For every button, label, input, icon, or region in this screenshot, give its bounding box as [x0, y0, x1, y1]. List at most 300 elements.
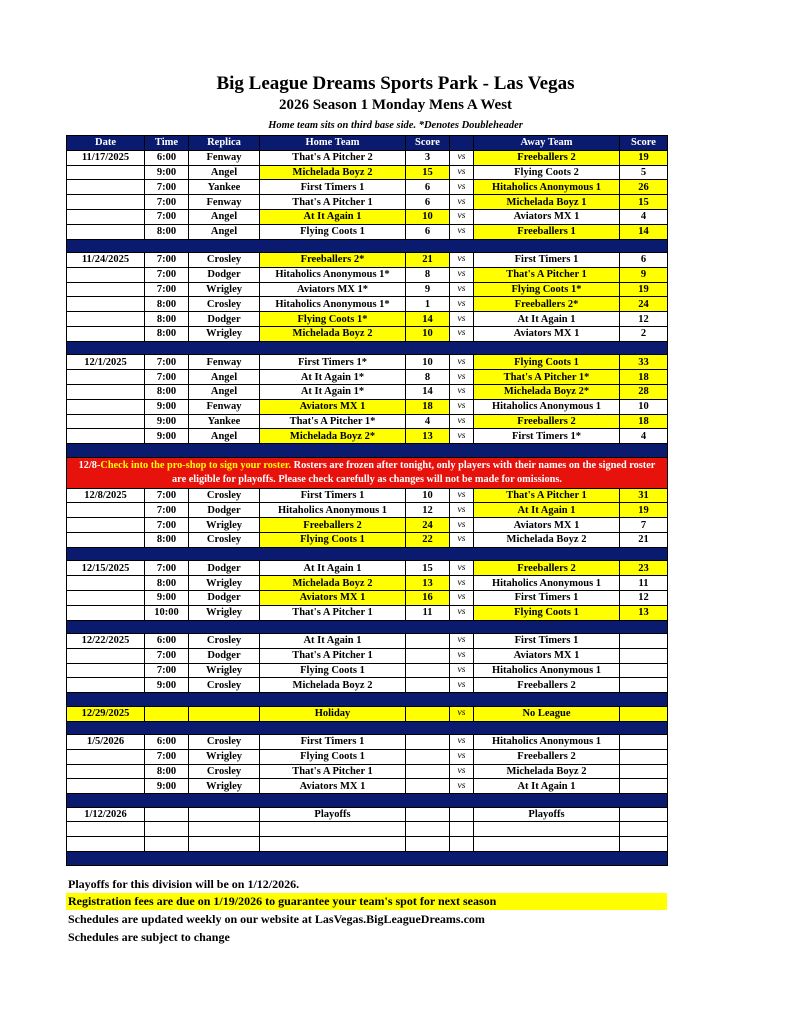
away-score: [620, 678, 668, 693]
game-row: [67, 634, 668, 649]
home-score: 13: [406, 429, 450, 444]
away-score: 2: [620, 327, 668, 342]
vs-label: vs: [450, 576, 474, 591]
home-team: Michelada Boyz 2: [260, 327, 406, 342]
header-time: Time: [145, 136, 189, 151]
game-time: 7:00: [145, 648, 189, 663]
game-time: 7:00: [145, 253, 189, 268]
game-replica: Angel: [189, 370, 260, 385]
game-date: [67, 224, 145, 239]
vs-label: vs: [450, 209, 474, 224]
away-team: At It Again 1: [474, 312, 620, 327]
game-date: 12/8/2025: [67, 488, 145, 503]
home-team: At It Again 1: [260, 561, 406, 576]
game-row: [67, 561, 668, 576]
vs-label: vs: [450, 503, 474, 518]
home-score: [406, 764, 450, 779]
home-score: 22: [406, 533, 450, 548]
vs-label: vs: [450, 165, 474, 180]
game-date: [67, 399, 145, 414]
game-time: 7:00: [145, 267, 189, 282]
home-team: Flying Coots 1*: [260, 312, 406, 327]
vs-label: vs: [450, 605, 474, 620]
vs-label: vs: [450, 253, 474, 268]
game-date: [67, 503, 145, 518]
vs-label: vs: [450, 749, 474, 764]
game-row: [67, 779, 668, 794]
vs-label: [450, 807, 474, 822]
game-row: [67, 648, 668, 663]
game-time: 8:00: [145, 312, 189, 327]
away-team: Flying Coots 1*: [474, 282, 620, 297]
week-separator: [67, 547, 668, 561]
vs-label: vs: [450, 735, 474, 750]
vs-label: vs: [450, 429, 474, 444]
game-time: 7:00: [145, 370, 189, 385]
vs-label: vs: [450, 370, 474, 385]
game-date: [67, 749, 145, 764]
game-replica: [189, 837, 260, 852]
game-time: [145, 706, 189, 721]
home-team: Freeballers 2*: [260, 253, 406, 268]
game-row: [67, 180, 668, 195]
game-time: 6:00: [145, 634, 189, 649]
game-date: 11/24/2025: [67, 253, 145, 268]
game-row: [67, 749, 668, 764]
vs-label: vs: [450, 399, 474, 414]
home-score: 8: [406, 267, 450, 282]
playoffs-note: Playoffs for this division will be on 1/12/2026.: [68, 877, 300, 891]
home-score: 10: [406, 488, 450, 503]
week-separator: [67, 721, 668, 735]
game-row: [67, 503, 668, 518]
home-score: 6: [406, 224, 450, 239]
game-replica: Yankee: [189, 180, 260, 195]
vs-label: vs: [450, 195, 474, 210]
game-date: [67, 327, 145, 342]
game-time: 8:00: [145, 327, 189, 342]
game-date: [67, 678, 145, 693]
away-score: [620, 648, 668, 663]
away-team: Hitaholics Anonymous 1: [474, 663, 620, 678]
separator-bar: [67, 341, 668, 355]
home-team: Michelada Boyz 2: [260, 165, 406, 180]
vs-label: vs: [450, 414, 474, 429]
home-score: [406, 749, 450, 764]
vs-label: vs: [450, 297, 474, 312]
home-team: That's A Pitcher 1: [260, 605, 406, 620]
away-score: 9: [620, 267, 668, 282]
home-team: First Timers 1: [260, 180, 406, 195]
away-team: Hitaholics Anonymous 1: [474, 735, 620, 750]
game-replica: Wrigley: [189, 749, 260, 764]
away-team: Aviators MX 1: [474, 209, 620, 224]
home-team: At It Again 1: [260, 209, 406, 224]
home-score: 1: [406, 297, 450, 312]
game-time: [145, 807, 189, 822]
notice-highlight: Check into the pro-shop to sign your roster.: [100, 459, 292, 471]
game-time: [145, 837, 189, 852]
home-score: 10: [406, 327, 450, 342]
game-date: [67, 195, 145, 210]
game-time: 7:00: [145, 209, 189, 224]
home-score: [406, 779, 450, 794]
away-team: Michelada Boyz 2: [474, 764, 620, 779]
schedule-table: [66, 135, 668, 866]
home-score: 13: [406, 576, 450, 591]
division-subtitle: 2026 Season 1 Monday Mens A West: [278, 97, 513, 113]
game-row: [67, 209, 668, 224]
away-score: 18: [620, 414, 668, 429]
home-score: 4: [406, 414, 450, 429]
week-separator: [67, 239, 668, 253]
vs-label: vs: [450, 267, 474, 282]
header-away-team: Away Team: [474, 136, 620, 151]
away-team: First Timers 1: [474, 253, 620, 268]
game-row: [67, 706, 668, 721]
game-replica: Angel: [189, 224, 260, 239]
separator-bar: [67, 852, 668, 866]
game-replica: Crosley: [189, 253, 260, 268]
away-team: Freeballers 2: [474, 678, 620, 693]
away-score: 19: [620, 150, 668, 165]
away-score: 31: [620, 488, 668, 503]
home-team: Playoffs: [260, 807, 406, 822]
game-time: 7:00: [145, 663, 189, 678]
away-score: 15: [620, 195, 668, 210]
away-score: [620, 663, 668, 678]
game-row: [67, 764, 668, 779]
game-row: [67, 414, 668, 429]
game-replica: Angel: [189, 209, 260, 224]
game-replica: Crosley: [189, 297, 260, 312]
game-date: 11/17/2025: [67, 150, 145, 165]
change-note: Schedules are subject to change: [68, 930, 230, 944]
away-team: Flying Coots 2: [474, 165, 620, 180]
week-separator: [67, 693, 668, 707]
away-score: [620, 706, 668, 721]
game-row: [67, 576, 668, 591]
away-team: First Timers 1*: [474, 429, 620, 444]
away-score: 14: [620, 224, 668, 239]
game-row: [67, 590, 668, 605]
game-date: [67, 663, 145, 678]
home-score: 15: [406, 561, 450, 576]
game-replica: Yankee: [189, 414, 260, 429]
game-time: 10:00: [145, 605, 189, 620]
game-row: [67, 678, 668, 693]
home-score: 18: [406, 399, 450, 414]
away-score: 18: [620, 370, 668, 385]
game-time: 9:00: [145, 414, 189, 429]
game-date: [67, 576, 145, 591]
game-row: [67, 312, 668, 327]
home-team: Flying Coots 1: [260, 749, 406, 764]
away-team: Freeballers 2: [474, 561, 620, 576]
game-time: 7:00: [145, 503, 189, 518]
game-date: [67, 822, 145, 837]
home-score: 24: [406, 518, 450, 533]
header-home-score: Score: [406, 136, 450, 151]
away-team: Aviators MX 1: [474, 327, 620, 342]
home-team: Michelada Boyz 2: [260, 678, 406, 693]
game-row: [67, 488, 668, 503]
game-time: 7:00: [145, 488, 189, 503]
away-score: 4: [620, 429, 668, 444]
game-row: [67, 327, 668, 342]
away-score: 12: [620, 312, 668, 327]
game-time: 9:00: [145, 399, 189, 414]
game-date: [67, 429, 145, 444]
away-score: 10: [620, 399, 668, 414]
away-team: [474, 837, 620, 852]
game-replica: Dodger: [189, 503, 260, 518]
week-separator: [67, 341, 668, 355]
vs-label: vs: [450, 312, 474, 327]
away-score: 33: [620, 355, 668, 370]
away-score: 7: [620, 518, 668, 533]
header-row: [67, 136, 668, 151]
game-replica: Dodger: [189, 561, 260, 576]
home-score: 8: [406, 370, 450, 385]
game-replica: Angel: [189, 384, 260, 399]
game-row: [67, 663, 668, 678]
home-score: 14: [406, 384, 450, 399]
vs-label: vs: [450, 533, 474, 548]
week-separator: [67, 794, 668, 808]
home-team: At It Again 1*: [260, 370, 406, 385]
game-time: 7:00: [145, 749, 189, 764]
away-team: At It Again 1: [474, 779, 620, 794]
vs-label: vs: [450, 518, 474, 533]
game-date: 12/1/2025: [67, 355, 145, 370]
vs-label: [450, 837, 474, 852]
away-score: 4: [620, 209, 668, 224]
game-time: 7:00: [145, 355, 189, 370]
game-date: 1/12/2026: [67, 807, 145, 822]
vs-label: vs: [450, 150, 474, 165]
week-separator: [67, 852, 668, 866]
game-time: [145, 822, 189, 837]
game-time: 7:00: [145, 561, 189, 576]
away-team: Hitaholics Anonymous 1: [474, 180, 620, 195]
header-home-team: Home Team: [260, 136, 406, 151]
game-date: 12/15/2025: [67, 561, 145, 576]
game-row: [67, 253, 668, 268]
away-team: Michelada Boyz 1: [474, 195, 620, 210]
game-row: [67, 297, 668, 312]
vs-label: vs: [450, 180, 474, 195]
game-time: 7:00: [145, 195, 189, 210]
home-team: Aviators MX 1: [260, 590, 406, 605]
home-score: [406, 735, 450, 750]
home-team: [260, 837, 406, 852]
game-time: 8:00: [145, 384, 189, 399]
game-row: [67, 384, 668, 399]
game-replica: [189, 807, 260, 822]
game-date: [67, 282, 145, 297]
home-team: Flying Coots 1: [260, 224, 406, 239]
game-row: [67, 822, 668, 837]
registration-note: Registration fees are due on 1/19/2026 to guarantee your team's spot for next season: [66, 893, 667, 910]
home-score: [406, 807, 450, 822]
vs-label: vs: [450, 764, 474, 779]
away-team: That's A Pitcher 1: [474, 488, 620, 503]
game-date: [67, 384, 145, 399]
home-team: That's A Pitcher 1: [260, 195, 406, 210]
game-time: 9:00: [145, 590, 189, 605]
separator-bar: [67, 620, 668, 634]
game-date: [67, 779, 145, 794]
away-team: Freeballers 2: [474, 749, 620, 764]
game-date: [67, 209, 145, 224]
game-replica: Angel: [189, 429, 260, 444]
home-score: [406, 663, 450, 678]
game-date: [67, 837, 145, 852]
home-team: Aviators MX 1: [260, 399, 406, 414]
week-separator: [67, 444, 668, 458]
away-score: 13: [620, 605, 668, 620]
home-team: Michelada Boyz 2*: [260, 429, 406, 444]
game-row: [67, 355, 668, 370]
away-score: [620, 634, 668, 649]
game-row: [67, 735, 668, 750]
game-replica: Crosley: [189, 764, 260, 779]
home-team: That's A Pitcher 1: [260, 764, 406, 779]
away-score: [620, 764, 668, 779]
away-score: 19: [620, 282, 668, 297]
game-date: [67, 180, 145, 195]
game-replica: Fenway: [189, 150, 260, 165]
home-team: Holiday: [260, 706, 406, 721]
away-team: Freeballers 2*: [474, 297, 620, 312]
away-team: Freeballers 2: [474, 414, 620, 429]
game-time: 8:00: [145, 297, 189, 312]
game-time: 8:00: [145, 576, 189, 591]
home-team: At It Again 1: [260, 634, 406, 649]
home-team: [260, 822, 406, 837]
game-time: 9:00: [145, 678, 189, 693]
game-date: [67, 533, 145, 548]
vs-label: vs: [450, 590, 474, 605]
game-date: [67, 312, 145, 327]
game-replica: Wrigley: [189, 282, 260, 297]
game-row: [67, 165, 668, 180]
away-score: 24: [620, 297, 668, 312]
game-replica: Crosley: [189, 533, 260, 548]
away-score: 6: [620, 253, 668, 268]
game-date: [67, 518, 145, 533]
game-date: 12/22/2025: [67, 634, 145, 649]
away-score: [620, 837, 668, 852]
away-score: 12: [620, 590, 668, 605]
away-team: Freeballers 1: [474, 224, 620, 239]
game-row: [67, 533, 668, 548]
home-score: [406, 648, 450, 663]
away-team: First Timers 1: [474, 590, 620, 605]
away-team: Aviators MX 1: [474, 648, 620, 663]
game-time: 9:00: [145, 429, 189, 444]
away-score: [620, 749, 668, 764]
home-score: 12: [406, 503, 450, 518]
game-time: 9:00: [145, 165, 189, 180]
vs-label: vs: [450, 779, 474, 794]
game-time: 8:00: [145, 533, 189, 548]
game-replica: Crosley: [189, 488, 260, 503]
vs-label: vs: [450, 634, 474, 649]
notice-text: Rosters are frozen after tonight, only players with their names on the signed roster are eligible for playoffs. Please check carefully as changes will not be made for omissions.: [172, 459, 656, 485]
vs-label: vs: [450, 648, 474, 663]
home-team: That's A Pitcher 2: [260, 150, 406, 165]
game-row: [67, 267, 668, 282]
roster-notice: [67, 457, 668, 488]
home-team: Freeballers 2: [260, 518, 406, 533]
home-team: Aviators MX 1: [260, 779, 406, 794]
away-team: Playoffs: [474, 807, 620, 822]
game-date: [67, 370, 145, 385]
vs-label: vs: [450, 282, 474, 297]
game-row: [67, 605, 668, 620]
away-score: [620, 822, 668, 837]
home-team: Flying Coots 1: [260, 663, 406, 678]
home-score: 21: [406, 253, 450, 268]
game-replica: Wrigley: [189, 327, 260, 342]
game-time: 7:00: [145, 282, 189, 297]
away-team: Hitaholics Anonymous 1: [474, 399, 620, 414]
home-score: [406, 678, 450, 693]
home-team: First Timers 1: [260, 735, 406, 750]
home-team: Michelada Boyz 2: [260, 576, 406, 591]
header-away-score: Score: [620, 136, 668, 151]
game-row: [67, 195, 668, 210]
home-score: [406, 634, 450, 649]
home-team: Flying Coots 1: [260, 533, 406, 548]
game-date: [67, 165, 145, 180]
home-team: Hitaholics Anonymous 1*: [260, 267, 406, 282]
away-score: 23: [620, 561, 668, 576]
game-replica: Fenway: [189, 195, 260, 210]
vs-label: vs: [450, 663, 474, 678]
home-team: Aviators MX 1*: [260, 282, 406, 297]
away-team: [474, 822, 620, 837]
game-replica: Angel: [189, 165, 260, 180]
game-time: 8:00: [145, 224, 189, 239]
header-date: Date: [67, 136, 145, 151]
separator-bar: [67, 721, 668, 735]
away-score: [620, 779, 668, 794]
game-replica: Wrigley: [189, 576, 260, 591]
game-replica: Dodger: [189, 267, 260, 282]
game-replica: [189, 706, 260, 721]
game-date: [67, 764, 145, 779]
vs-label: vs: [450, 488, 474, 503]
game-replica: Wrigley: [189, 663, 260, 678]
separator-bar: [67, 239, 668, 253]
game-row: [67, 518, 668, 533]
game-replica: Crosley: [189, 634, 260, 649]
vs-label: vs: [450, 224, 474, 239]
away-team: No League: [474, 706, 620, 721]
away-team: That's A Pitcher 1*: [474, 370, 620, 385]
game-date: [67, 648, 145, 663]
game-replica: Wrigley: [189, 518, 260, 533]
home-score: 6: [406, 195, 450, 210]
game-time: 6:00: [145, 735, 189, 750]
game-replica: Dodger: [189, 648, 260, 663]
game-replica: Dodger: [189, 312, 260, 327]
home-score: 3: [406, 150, 450, 165]
game-date: [67, 590, 145, 605]
